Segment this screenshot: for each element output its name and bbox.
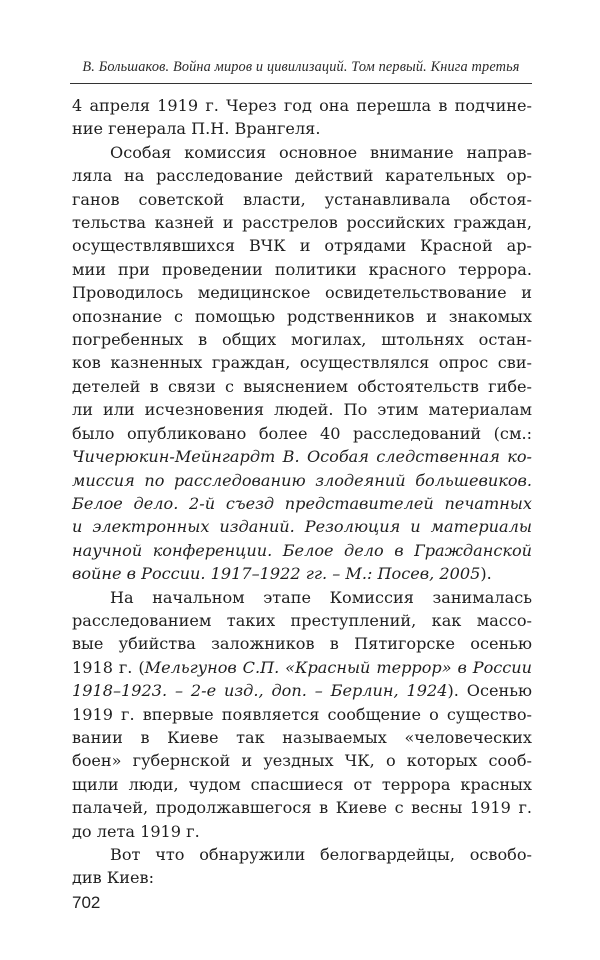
text-line: расследованием таких преступлений, как массо- bbox=[72, 610, 532, 630]
page-number: 702 bbox=[72, 893, 101, 912]
text-line: детелей в связи с выяснением обстоятельств гибе- bbox=[72, 376, 532, 396]
citation-line-final bbox=[72, 562, 532, 585]
paragraph-4 bbox=[72, 843, 532, 890]
text-line: мии при проведении политики красного террора. bbox=[72, 259, 532, 279]
citation-line: и электронных изданий. Резолюция и материалы bbox=[72, 517, 532, 537]
text-line: Особая комиссия основное внимание направ- bbox=[110, 142, 532, 162]
text-line: опознание с помощью родственников и знакомых bbox=[72, 306, 532, 326]
text-line: Проводилось медицинское освидетельствование и bbox=[72, 283, 532, 303]
text-line: тельства казней и расстрелов российских граждан, bbox=[72, 213, 532, 233]
text-line: осуществлявшихся ВЧК и отрядами Красной ар- bbox=[72, 236, 532, 256]
text-line: 4 апреля 1919 г. Через год она перешла в подчине- bbox=[72, 96, 532, 115]
text-line: На начальном этапе Комиссия занималась bbox=[110, 587, 532, 607]
text-line: ляла на расследование действий карательных ор- bbox=[72, 166, 532, 186]
text-fragment: ). Осенью bbox=[447, 681, 532, 701]
paragraph-3 bbox=[72, 586, 532, 843]
paragraph-2 bbox=[72, 141, 532, 586]
citation-line: Белое дело. 2-й съезд представителей печатных bbox=[72, 493, 532, 513]
paragraph-1 bbox=[72, 94, 532, 141]
text-line: ганов советской власти, устанавливала обстоя- bbox=[72, 189, 532, 209]
text-line: Вот что обнаружили белогвардейцы, освобо- bbox=[110, 845, 532, 864]
citation-close: ). bbox=[480, 564, 492, 584]
citation-line: миссия по расследованию злодеяний большевиков. bbox=[72, 470, 532, 490]
main-text bbox=[72, 94, 532, 890]
text-line: ков казненных граждан, осуществлялся опрос сви- bbox=[72, 353, 532, 373]
text-line: вые убийства заложников в Пятигорске осенью bbox=[72, 634, 532, 654]
text-line: щили люди, чудом спасшиеся от террора красных bbox=[72, 774, 532, 794]
text-fragment: 1918 г. ( bbox=[72, 657, 145, 677]
text-line: 1919 г. впервые появляется сообщение о существо- bbox=[72, 704, 532, 724]
citation-text: 1918–1923. – 2-е изд., доп. – Берлин, 1924 bbox=[72, 681, 448, 701]
citation-text: войне в России. 1917–1922 гг. – М.: Посев, 2005 bbox=[72, 564, 481, 584]
text-line: ли или исчезновения людей. По этим материалам bbox=[72, 400, 532, 420]
text-line: палачей, продолжавшегося в Киеве с весны 1919 г. bbox=[72, 798, 532, 818]
citation-line: научной конференции. Белое дело в Гражданской bbox=[72, 540, 532, 560]
text-line-mixed bbox=[72, 679, 532, 702]
running-header: В. Большаков. Война миров и цивилизаций. Том первый. Книга третья bbox=[82, 59, 520, 75]
text-line: вании в Киеве так называемых «человеческих bbox=[72, 727, 532, 747]
text-line: боен» губернской и уездных ЧК, о которых сооб- bbox=[72, 751, 532, 771]
text-line: до лета 1919 г. bbox=[72, 821, 200, 841]
citation-line: Чичерюкин-Мейнгардт В. Особая следственная ко- bbox=[72, 447, 532, 467]
citation-text: Мельгунов С.П. «Красный террор» в России bbox=[144, 657, 533, 677]
header-rule bbox=[70, 83, 532, 84]
text-line: было опубликовано более 40 расследований (см.: bbox=[72, 423, 532, 443]
text-line: див Киев: bbox=[72, 868, 155, 888]
text-line: погребенных в общих могилах, штольнях остан- bbox=[72, 330, 532, 350]
text-line: ние генерала П.Н. Врангеля. bbox=[72, 119, 321, 139]
text-line-mixed bbox=[72, 656, 532, 679]
